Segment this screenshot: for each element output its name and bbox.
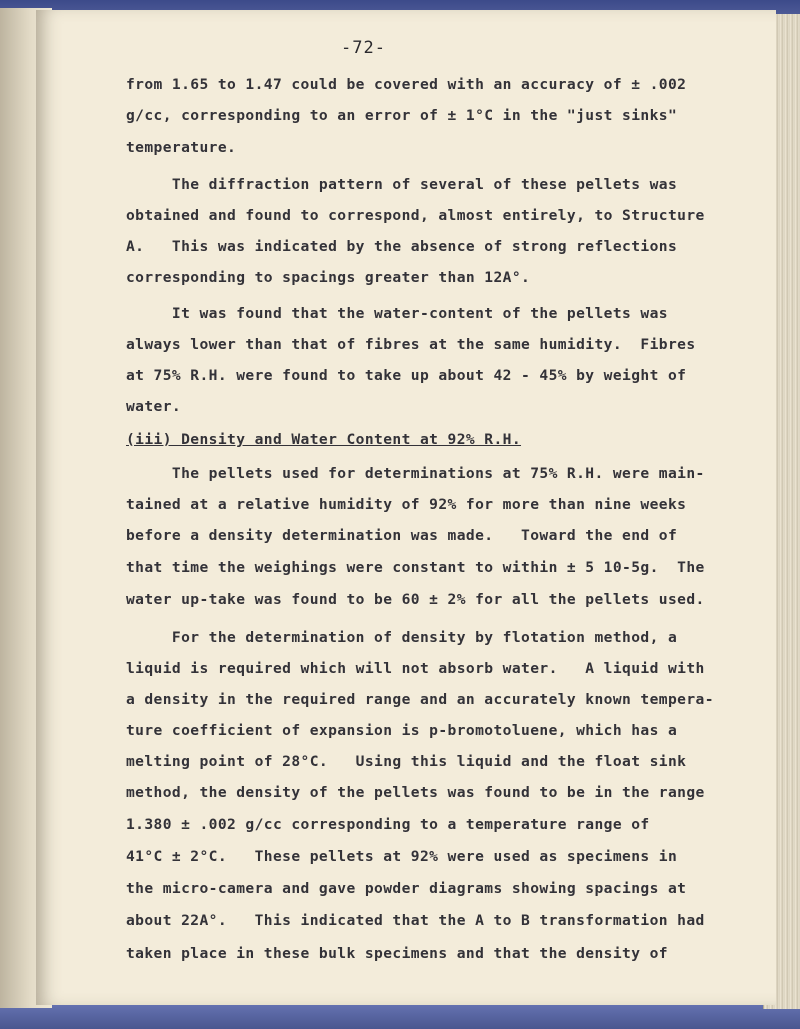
page-number: -72- bbox=[341, 38, 386, 58]
text-line: temperature. bbox=[126, 139, 237, 156]
section-heading: (iii) Density and Water Content at 92% R.H. bbox=[126, 431, 522, 448]
text-line: about 22A°. This indicated that the A to B transformation had bbox=[126, 912, 705, 929]
text-line: corresponding to spacings greater than 12A°. bbox=[126, 269, 531, 286]
text-line: The diffraction pattern of several of these pellets was bbox=[126, 176, 678, 193]
text-line: taken place in these bulk specimens and that the density of bbox=[126, 945, 668, 962]
text-line: water. bbox=[126, 398, 182, 415]
text-line: that time the weighings were constant to within ± 5 10-5g. The bbox=[126, 559, 705, 576]
text-line: A. This was indicated by the absence of strong reflections bbox=[126, 238, 678, 255]
text-line: It was found that the water-content of the pellets was bbox=[126, 305, 668, 322]
text-line: obtained and found to correspond, almost entirely, to Structure bbox=[126, 207, 705, 224]
text-line: 41°C ± 2°C. These pellets at 92% were used as specimens in bbox=[126, 848, 678, 865]
text-line: at 75% R.H. were found to take up about 42 - 45% by weight of bbox=[126, 367, 687, 384]
text-line: melting point of 28°C. Using this liquid and the float sink bbox=[126, 753, 687, 770]
text-line: a density in the required range and an accurately known tempera- bbox=[126, 691, 714, 708]
text-line: liquid is required which will not absorb water. A liquid with bbox=[126, 660, 705, 677]
typewritten-page bbox=[36, 10, 776, 1005]
text-line: 1.380 ± .002 g/cc corresponding to a temperature range of bbox=[126, 816, 650, 833]
text-line: water up-take was found to be 60 ± 2% for all the pellets used. bbox=[126, 591, 705, 608]
text-line: tained at a relative humidity of 92% for more than nine weeks bbox=[126, 496, 687, 513]
text-line: For the determination of density by flotation method, a bbox=[126, 629, 678, 646]
text-line: always lower than that of fibres at the same humidity. Fibres bbox=[126, 336, 696, 353]
text-line: method, the density of the pellets was found to be in the range bbox=[126, 784, 705, 801]
text-line: from 1.65 to 1.47 could be covered with an accuracy of ± .002 bbox=[126, 76, 687, 93]
text-line: ture coefficient of expansion is p-bromotoluene, which has a bbox=[126, 722, 678, 739]
text-line: before a density determination was made. Toward the end of bbox=[126, 527, 678, 544]
text-line: g/cc, corresponding to an error of ± 1°C in the "just sinks" bbox=[126, 107, 678, 124]
text-line: the micro-camera and gave powder diagrams showing spacings at bbox=[126, 880, 687, 897]
text-line: The pellets used for determinations at 75% R.H. were main- bbox=[126, 465, 705, 482]
